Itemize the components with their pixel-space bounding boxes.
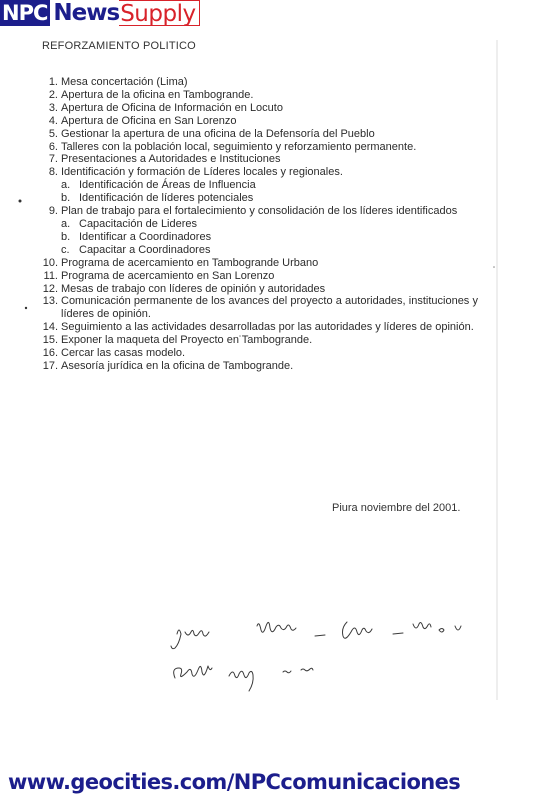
list-item — [40, 270, 478, 283]
logo-supply-text: Supply — [119, 0, 199, 26]
list-item — [40, 115, 478, 128]
item-number: 15. — [42, 334, 58, 347]
item-text: Programa de acercamiento en Tambogrande Urbano — [61, 256, 319, 269]
item-text: Mesas de trabajo con líderes de opinión y autoridades — [61, 282, 326, 295]
item-number: 10. — [42, 256, 58, 269]
item-text: Comunicación permanente de los avances del proyecto a autoridades, instituciones y líderes de opinión. — [61, 295, 478, 321]
item-text: Talleres con la población local, seguimiento y reforzamiento permanente. — [61, 140, 417, 153]
item-text: Exponer la maqueta del Proyecto en Tambogrande. — [61, 334, 313, 347]
sub-item-letter: c. — [61, 243, 70, 256]
item-number: 3. — [48, 101, 58, 114]
list-item — [40, 321, 478, 334]
place-date-line: Piura noviembre del 2001. — [332, 502, 461, 514]
item-text: Apertura de Oficina de Información en Locuto — [61, 101, 283, 114]
list-item — [40, 89, 478, 102]
item-number: 17. — [42, 359, 58, 372]
sub-item-text: Capacitar a Coordinadores — [79, 243, 211, 256]
sub-list-item — [40, 179, 478, 192]
item-number: 2. — [48, 88, 58, 101]
sub-item-text: Capacitación de Lideres — [79, 217, 198, 230]
logo-npc-text: NPC — [0, 0, 50, 26]
sub-item-text: Identificación de Áreas de Influencia — [79, 179, 256, 192]
action-list — [40, 76, 478, 373]
sub-item-letter: b. — [61, 192, 71, 205]
item-text: Apertura de la oficina en Tambogrande. — [61, 88, 254, 101]
item-number: 16. — [42, 347, 58, 360]
sub-list-item — [40, 218, 478, 231]
document-title: REFORZAMIENTO POLITICO — [42, 40, 196, 52]
list-item — [40, 360, 478, 373]
item-number: 7. — [48, 153, 58, 166]
item-text: Gestionar la apertura de una oficina de la Defensoría del Pueblo — [61, 127, 375, 140]
item-text: Seguimiento a las actividades desarrolladas por las autoridades y líderes de opinión. — [61, 321, 474, 334]
item-text: Identificación y formación de Líderes locales y regionales. — [61, 166, 343, 179]
item-text: Presentaciones a Autoridades e Instituciones — [61, 153, 281, 166]
list-item — [40, 205, 478, 218]
sub-item-text: Identificar a Coordinadores — [79, 230, 212, 243]
sub-item-letter: a. — [61, 179, 71, 192]
sub-item-text: Identificación de líderes potenciales — [79, 192, 254, 205]
sub-list-item — [40, 192, 478, 205]
item-number: 1. — [48, 76, 58, 88]
sub-item-letter: a. — [61, 217, 71, 230]
footer-url: www.geocities.com/NPCcomunicaciones — [8, 770, 461, 794]
list-item — [40, 295, 478, 321]
item-number: 4. — [48, 114, 58, 127]
list-item — [40, 102, 478, 115]
logo-news-text: News — [53, 0, 120, 26]
item-text: Apertura de Oficina en San Lorenzo — [61, 114, 237, 127]
handwritten-signature-icon — [165, 612, 505, 702]
item-number: 13. — [42, 295, 58, 308]
list-item — [40, 166, 478, 179]
item-text: Plan de trabajo para el fortalecimiento y consolidación de los líderes identificados — [61, 205, 458, 218]
list-item — [40, 257, 478, 270]
list-item — [40, 76, 478, 89]
sub-list-item — [40, 231, 478, 244]
item-number: 14. — [42, 321, 58, 334]
sub-item-letter: b. — [61, 230, 71, 243]
list-item — [40, 153, 478, 166]
item-number: 6. — [48, 140, 58, 153]
sub-list-item — [40, 244, 478, 257]
item-text: Mesa concertación (Lima) — [61, 76, 188, 88]
item-number: 9. — [48, 205, 58, 218]
list-item — [40, 347, 478, 360]
list-item — [40, 283, 478, 296]
item-number: 11. — [43, 269, 58, 282]
list-item — [40, 141, 478, 154]
item-text: Asesoría jurídica en la oficina de Tambogrande. — [61, 359, 294, 372]
item-text: Programa de acercamiento en San Lorenzo — [61, 269, 275, 282]
item-number: 5. — [48, 127, 58, 140]
list-item — [40, 128, 478, 141]
item-text: Cercar las casas modelo. — [61, 347, 186, 360]
list-item — [40, 334, 478, 347]
item-number: 12. — [42, 282, 58, 295]
item-number: 8. — [48, 166, 58, 179]
